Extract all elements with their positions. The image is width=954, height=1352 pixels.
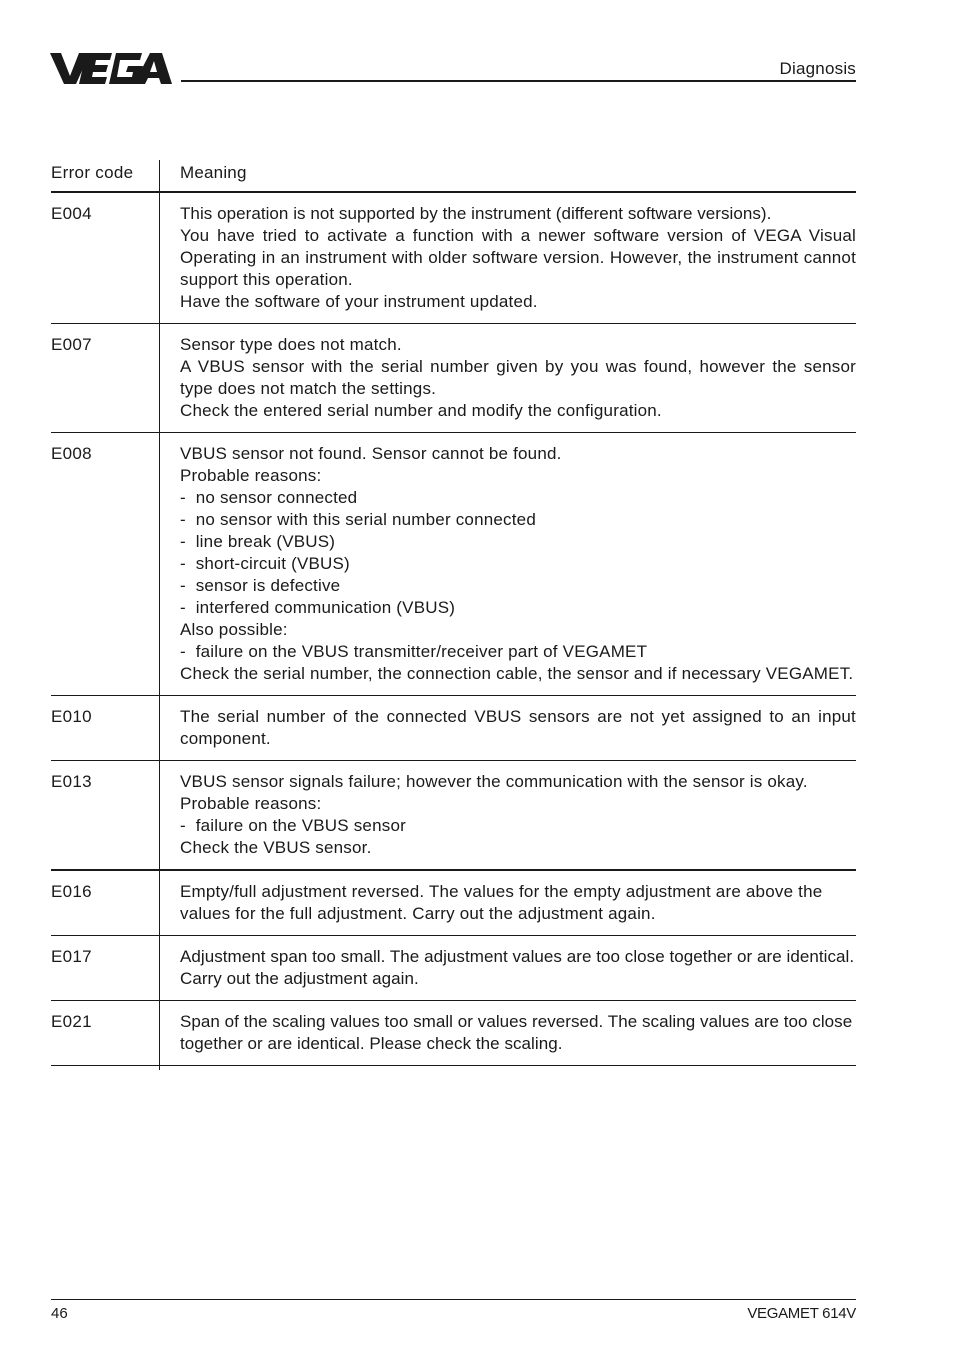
- error-code: E007: [51, 324, 160, 432]
- meaning-line: Sensor type does not match.: [180, 335, 402, 354]
- table-row: [51, 761, 856, 871]
- meaning-line: Check the serial number, the connection cable, the sensor and if necessary VEGAMET.: [180, 664, 854, 683]
- meaning-line: VBUS sensor signals failure; however the communication with the sensor is okay.: [180, 772, 808, 791]
- error-code: E004: [51, 193, 160, 323]
- error-meaning: [160, 936, 856, 1000]
- meaning-line: This operation is not supported by the instrument (different software versions).: [180, 204, 772, 223]
- meaning-line: Probable reasons:: [180, 794, 322, 813]
- meaning-line: - no sensor with this serial number connected: [180, 510, 536, 529]
- error-code: E021: [51, 1001, 160, 1065]
- column-header-error-code: Error code: [51, 160, 160, 191]
- error-meaning: [160, 871, 856, 935]
- error-code: E016: [51, 871, 160, 935]
- meaning-line: A VBUS sensor with the serial number given by you was found, however the sensor type does not match the settings.: [180, 357, 856, 398]
- table-row: [51, 324, 856, 433]
- page-number: 46: [51, 1305, 68, 1322]
- table-row: [51, 871, 856, 936]
- meaning-line: Check the VBUS sensor.: [180, 838, 372, 857]
- meaning-line: - failure on the VBUS sensor: [180, 816, 406, 835]
- error-code: E008: [51, 433, 160, 695]
- error-code: E013: [51, 761, 160, 869]
- error-meaning: [160, 696, 856, 760]
- table-row: [51, 433, 856, 696]
- meaning-line: - sensor is defective: [180, 576, 341, 595]
- table-header-row: [51, 160, 856, 193]
- meaning-line: - failure on the VBUS transmitter/receiver part of VEGAMET: [180, 642, 648, 661]
- column-divider-tail: [51, 1066, 160, 1070]
- error-code: E010: [51, 696, 160, 760]
- meaning-line: You have tried to activate a function with a newer software version of VEGA Visual Operating in an instrument with older software version. However, the instrument cannot support this operation.: [180, 226, 856, 289]
- meaning-line: VBUS sensor not found. Sensor cannot be found.: [180, 444, 562, 463]
- meaning-line: Have the software of your instrument updated.: [180, 292, 538, 311]
- error-code: E017: [51, 936, 160, 1000]
- footer-rule: [51, 1299, 856, 1300]
- meaning-line: Empty/full adjustment reversed. The values for the empty adjustment are above the values for the full adjustment. Carry out the adjustment again.: [180, 882, 823, 923]
- meaning-line: Check the entered serial number and modify the configuration.: [180, 401, 662, 420]
- meaning-line: - line break (VBUS): [180, 532, 336, 551]
- vega-logo: [50, 50, 172, 86]
- table-row: [51, 696, 856, 761]
- meaning-line: - no sensor connected: [180, 488, 358, 507]
- error-meaning: [160, 433, 856, 695]
- header-rule: [181, 80, 856, 82]
- meaning-line: Also possible:: [180, 620, 288, 639]
- table-row: [51, 193, 856, 324]
- meaning-line: - short-circuit (VBUS): [180, 554, 350, 573]
- table-row: [51, 1001, 856, 1066]
- error-code-table: [51, 160, 856, 1070]
- error-meaning: [160, 324, 856, 432]
- column-header-meaning: Meaning: [180, 163, 247, 182]
- meaning-line: - interfered communication (VBUS): [180, 598, 456, 617]
- meaning-line: Probable reasons:: [180, 466, 322, 485]
- error-meaning: [160, 1001, 856, 1065]
- meaning-line: Span of the scaling values too small or values reversed. The scaling values are too close together or are identical. Please check the scaling.: [180, 1012, 853, 1053]
- table-row: [51, 936, 856, 1001]
- meaning-line: Adjustment span too small. The adjustment values are too close together or are identical. Carry out the adjustment again.: [180, 947, 855, 988]
- section-title: Diagnosis: [779, 59, 856, 78]
- error-meaning: [160, 761, 856, 869]
- meaning-line: The serial number of the connected VBUS sensors are not yet assigned to an input component.: [180, 707, 856, 748]
- error-meaning: [160, 193, 856, 323]
- document-name: VEGAMET 614V: [747, 1305, 856, 1322]
